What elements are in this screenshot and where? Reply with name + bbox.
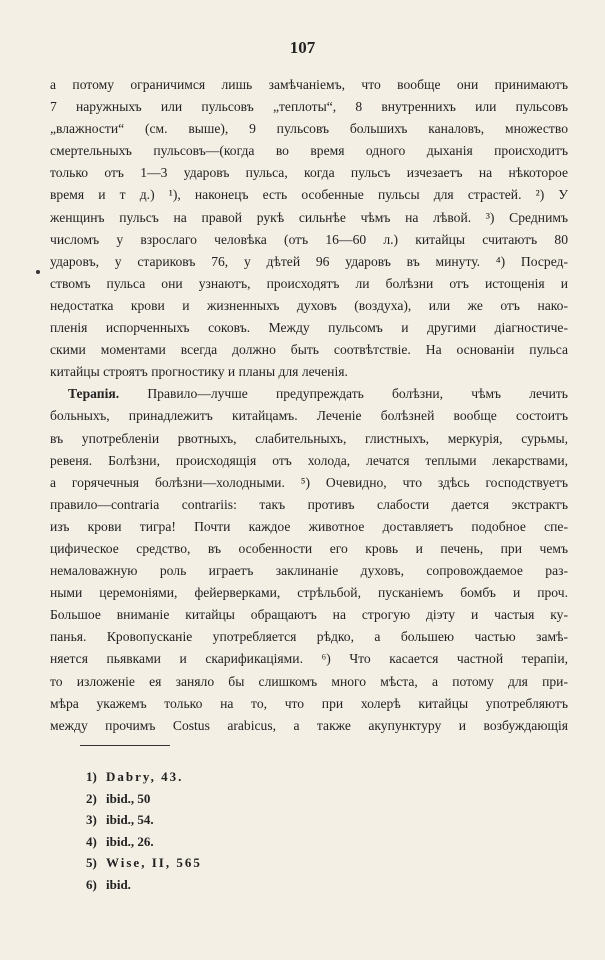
footnote [86,874,202,896]
footnote-text: ibid., 26. [106,833,154,849]
footnote [86,766,202,788]
footnote-text: ibid., 50 [106,790,151,806]
text-line: больныхъ, принадлежитъ китайцамъ. Леченіе болѣзней вообще состоитъ [50,408,568,424]
therapy-paragraph-start [50,383,568,405]
text-line: скими моментами всегда должно быть соотвѣтствіе. На основаніи пульса [50,342,568,358]
text-line: китайцы строятъ прогностику и планы для леченія. [50,364,348,380]
text-line: пленія испорченныхъ соковъ. Между пульсомъ и другими діагностиче- [50,320,568,336]
text-line: Большое вниманіе китайцы обращаютъ на строгую діэту и частыя ку- [50,607,568,623]
footnotes [86,766,202,895]
text-line: немаловажную роль играетъ заклинаніе духовъ, сопровождаемое раз- [50,563,568,579]
footnote-text: Dabry, 43. [106,769,184,784]
text-line: а потому ограничимся лишь замѣчаніемъ, что вообще они принимаютъ [50,77,568,92]
footnote-text: ibid., 54. [106,812,154,827]
text-line: недостатка крови и жизненныхъ духовъ (воздуха), или же отъ нако- [50,297,568,313]
text-line: ревеня. Болѣзни, происходящія отъ холода, лечатся теплыми лекарствами, [50,452,568,468]
footnote-mark: 2) [86,790,97,806]
main-text [50,74,568,737]
text-line: въ употребленіи рвотныхъ, слабительныхъ, глистныхъ, меркурія, сурьмы, [50,430,568,446]
footnote-mark: 6) [86,876,97,892]
text-line: ствомъ пульса они узнаютъ, происходятъ ли болѣзни отъ истощенія и [50,275,568,291]
text-line: смертельныхъ пульсовъ—(когда во время одного дыханія происходитъ [50,143,568,159]
footnote [86,809,202,831]
text-line: „влажности“ (см. выше), 9 пульсовъ большихъ каналовъ, множество [50,121,568,137]
footnote-mark: 3) [86,812,97,827]
text-line: панья. Кровопусканіе употребляется рѣдко, а большею частью замѣ- [50,629,568,645]
text-line: 7 наружныхъ или пульсовъ „теплоты“, 8 внутреннихъ или пульсовъ [50,99,568,115]
text-line: изъ крови тигра! Почти каждое животное доставляетъ подобное спе- [50,518,568,534]
text-line: между прочимъ Costus arabicus, а также акупунктуру и возбуждающія [50,717,568,733]
therapy-heading: Терапія. [68,386,120,402]
footnote-mark: 5) [86,855,97,870]
footnote-mark: 4) [86,833,97,849]
footnote [86,831,202,853]
footnote-text: ibid. [106,876,131,892]
footnote [86,788,202,810]
text-line: няется пьявками и скарификаціями. ⁶) Что касается частной терапіи, [50,651,568,667]
text-line: то изложеніе ея заняло бы слишкомъ много мѣста, а потому для при- [50,673,568,689]
text-line: цифическое средство, въ особенности его кровь и печень, при чемъ [50,540,568,556]
footnote-mark: 1) [86,769,97,784]
therapy-first-line: Правило—лучше предупреждать болѣзни, чѣмъ лечить [147,386,569,402]
text-line: женщинъ пульсъ на правой рукѣ сильнѣе чѣмъ на лѣвой. ³) Среднимъ [50,209,568,225]
text-line: числомъ у взрослаго человѣка (отъ 16—60 л.) китайцы считаютъ 80 [50,231,568,247]
page-number: 107 [289,38,316,57]
text-line: правило—contraria contrariis: такъ противъ слабости дается экстрактъ [50,496,568,512]
text-line: а горячечныя болѣзни—холодными. ⁵) Очевидно, что здѣсь господствуетъ [50,474,568,490]
text-line: ными церемоніями, фейерверками, стрѣльбой, пусканіемъ бомбъ и проч. [50,585,568,601]
text-line: только отъ 1—3 ударовъ пульса, когда пульсъ изчезаетъ на нѣкоторое [50,165,568,181]
text-line: мѣра укажемъ только на то, что при холерѣ китайцы употребляютъ [50,695,568,711]
margin-mark [36,270,40,274]
footnote [86,852,202,874]
footnote-divider [80,745,170,746]
text-line: время и т д.) ¹), наконецъ есть особенные пульсы для страстей. ²) У [50,187,568,203]
text-line: ударовъ, у стариковъ 76, у дѣтей 96 ударовъ въ минуту. ⁴) Посред- [50,253,568,269]
footnote-text: Wise, II, 565 [106,855,202,870]
